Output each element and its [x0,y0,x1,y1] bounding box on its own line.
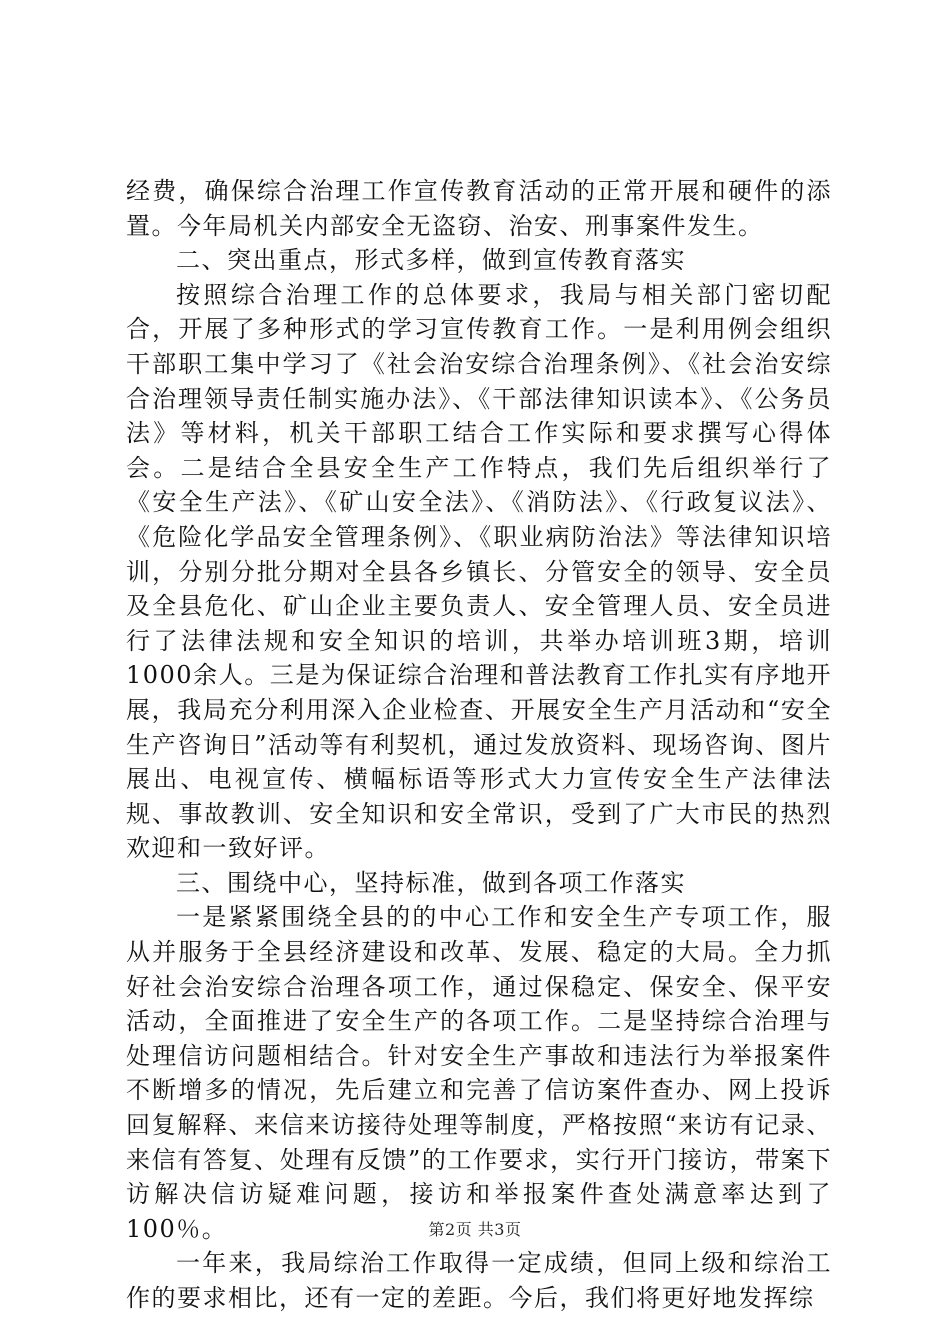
paragraph-center-work: 一是紧紧围绕全县的的中心工作和安全生产专项工作，服从并服务于全县经济建设和改革、发展、稳定的大局。全力抓好社会治安综合治理各项工作，通过保稳定、保安全、保平安活动，全面推进了安全生产的各项工作。二是坚持综合治理与处理信访问题相结合。针对安全生产事故和违法行为举报案件不断增多的情况，先后建立和完善了信访案件查办、网上投诉回复解释、来信来访接待处理等制度，严格按照“来访有记录、来信有答复、处理有反馈”的工作要求，实行开门接访，带案下访解决信访疑难问题，接访和举报案件查处满意率达到了100％。 [126,903,832,1243]
paragraph-continuation: 经费，确保综合治理工作宣传教育活动的正常开展和硬件的添置。今年局机关内部安全无盗窃、治安、刑事案件发生。 [126,177,832,240]
paragraph-summary: 一年来，我局综治工作取得一定成绩，但同上级和综治工作的要求相比，还有一定的差距。今后，我们将更好地发挥综 [126,1249,832,1312]
section-heading-3: 三、围绕中心，坚持标准，做到各项工作落实 [176,868,686,897]
page-number-footer: 第2页 共3页 [428,1220,522,1239]
section-heading-2: 二、突出重点，形式多样，做到宣传教育落实 [176,246,686,275]
paragraph-publicity: 按照综合治理工作的总体要求，我局与相关部门密切配合，开展了多种形式的学习宣传教育工作。一是利用例会组织干部职工集中学习了《社会治安综合治理条例》、《社会治安综合治理领导责任制实施办法》、《干部法律知识读本》、《公务员法》等材料，机关干部职工结合工作实际和要求撰写心得体会。二是结合全县安全生产工作特点，我们先后组织举行了《安全生产法》、《矿山安全法》、《消防法》、《行政复议法》、《危险化学品安全管理条例》、《职业病防治法》等法律知识培训，分别分批分期对全县各乡镇长、分管安全的领导、安全员及全县危化、矿山企业主要负责人、安全管理人员、安全员进行了法律法规和安全知识的培训，共举办培训班3期，培训1000余人。三是为保证综合治理和普法教育工作扎实有序地开展，我局充分利用深入企业检查、开展安全生产月活动和“安全生产咨询日”活动等有利契机，通过发放资料、现场咨询、图片展出、电视宣传、横幅标语等形式大力宣传安全生产法律法规、事故教训、安全知识和安全常识，受到了广大市民的热烈欢迎和一致好评。 [126,280,832,863]
document-body [126,174,832,1316]
